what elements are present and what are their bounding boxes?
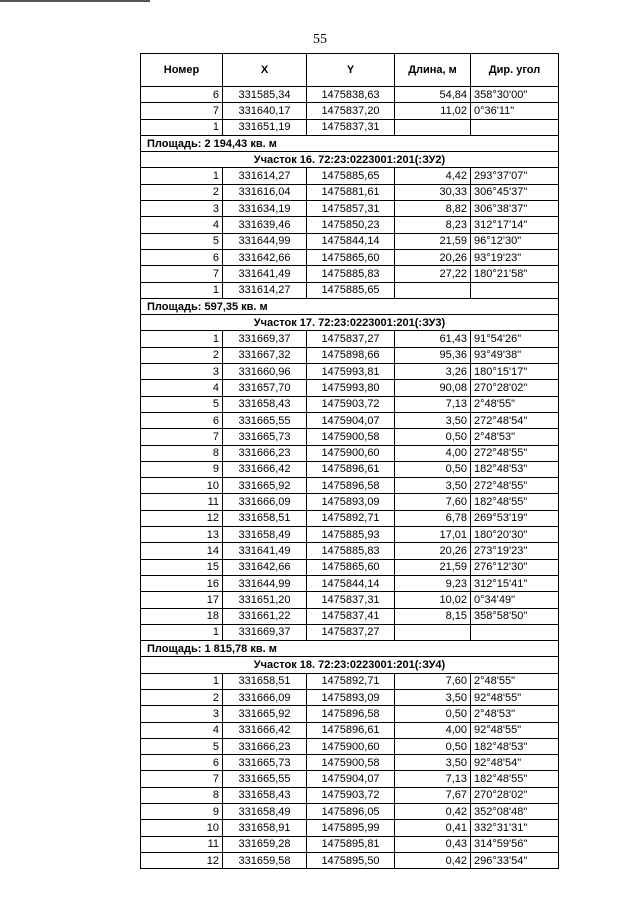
direction-angle-cell: 92°48'55" (471, 722, 559, 738)
page-number: 55 (313, 32, 327, 47)
table-row (141, 559, 559, 575)
length-cell: 21,59 (395, 233, 471, 249)
section-title-row (141, 657, 559, 673)
x-coordinate-cell: 331665,92 (223, 478, 307, 494)
x-coordinate-cell: 331666,23 (223, 445, 307, 461)
length-cell (395, 119, 471, 135)
x-coordinate-cell: 331658,51 (223, 673, 307, 689)
length-cell: 9,23 (395, 575, 471, 591)
y-coordinate-cell: 1475904,07 (307, 412, 395, 428)
point-number-cell: 16 (141, 575, 223, 591)
direction-angle-cell: 296°33'54" (471, 852, 559, 868)
length-cell: 4,00 (395, 445, 471, 461)
direction-angle-cell: 352°08'48" (471, 804, 559, 820)
x-coordinate-cell: 331666,42 (223, 722, 307, 738)
point-number-cell: 15 (141, 559, 223, 575)
table-row (141, 706, 559, 722)
direction-angle-cell (471, 119, 559, 135)
table-row (141, 689, 559, 705)
point-number-cell: 7 (141, 429, 223, 445)
table-row (141, 445, 559, 461)
point-number-cell: 3 (141, 364, 223, 380)
length-cell: 61,43 (395, 331, 471, 347)
y-coordinate-cell: 1475903,72 (307, 396, 395, 412)
direction-angle-cell: 180°15'17" (471, 364, 559, 380)
length-cell: 11,02 (395, 103, 471, 119)
point-number-cell: 13 (141, 527, 223, 543)
length-cell: 95,36 (395, 347, 471, 363)
direction-angle-cell: 92°48'54" (471, 755, 559, 771)
point-number-cell: 6 (141, 87, 223, 103)
length-cell: 7,67 (395, 787, 471, 803)
section-title: Участок 18. 72:23:0223001:201(:ЗУ4) (141, 657, 559, 673)
point-number-cell: 2 (141, 184, 223, 200)
x-coordinate-cell: 331669,37 (223, 624, 307, 640)
point-number-cell: 4 (141, 722, 223, 738)
length-cell: 3,50 (395, 412, 471, 428)
x-coordinate-cell: 331665,73 (223, 755, 307, 771)
area-label: Площадь: 2 194,43 кв. м (141, 135, 559, 151)
length-cell: 6,78 (395, 510, 471, 526)
y-coordinate-cell: 1475903,72 (307, 787, 395, 803)
point-number-cell: 1 (141, 331, 223, 347)
table-row (141, 396, 559, 412)
x-coordinate-cell: 331658,43 (223, 787, 307, 803)
table-row (141, 804, 559, 820)
direction-angle-cell: 312°17'14" (471, 217, 559, 233)
point-number-cell: 5 (141, 738, 223, 754)
direction-angle-cell: 312°15'41" (471, 575, 559, 591)
table-row (141, 771, 559, 787)
table-row (141, 510, 559, 526)
y-coordinate-cell: 1475837,20 (307, 103, 395, 119)
length-cell: 17,01 (395, 527, 471, 543)
direction-angle-cell: 2°48'53" (471, 706, 559, 722)
table-row (141, 836, 559, 852)
point-number-cell: 3 (141, 706, 223, 722)
x-coordinate-cell: 331658,43 (223, 396, 307, 412)
point-number-cell: 17 (141, 592, 223, 608)
direction-angle-cell: 0°36'11" (471, 103, 559, 119)
y-coordinate-cell: 1475837,27 (307, 331, 395, 347)
direction-angle-cell: 314°59'56" (471, 836, 559, 852)
y-coordinate-cell: 1475896,05 (307, 804, 395, 820)
y-coordinate-cell: 1475844,14 (307, 233, 395, 249)
length-cell: 0,50 (395, 738, 471, 754)
y-coordinate-cell: 1475885,65 (307, 168, 395, 184)
y-coordinate-cell: 1475837,41 (307, 608, 395, 624)
direction-angle-cell: 180°20'30" (471, 527, 559, 543)
area-label: Площадь: 597,35 кв. м (141, 298, 559, 314)
table-row (141, 608, 559, 624)
point-number-cell: 10 (141, 820, 223, 836)
section-title-row (141, 152, 559, 168)
y-coordinate-cell: 1475881,61 (307, 184, 395, 200)
direction-angle-cell (471, 282, 559, 298)
table-row (141, 543, 559, 559)
x-coordinate-cell: 331657,70 (223, 380, 307, 396)
section-title: Участок 17. 72:23:0223001:201(:ЗУ3) (141, 315, 559, 331)
table-row (141, 412, 559, 428)
point-number-cell: 12 (141, 852, 223, 868)
table-row (141, 575, 559, 591)
table-row (141, 233, 559, 249)
direction-angle-cell: 93°19'23" (471, 249, 559, 265)
y-coordinate-cell: 1475895,50 (307, 852, 395, 868)
length-cell: 27,22 (395, 266, 471, 282)
length-cell: 0,42 (395, 804, 471, 820)
x-coordinate-cell: 331661,22 (223, 608, 307, 624)
length-cell: 0,50 (395, 461, 471, 477)
table-row (141, 103, 559, 119)
length-cell (395, 282, 471, 298)
length-cell: 4,42 (395, 168, 471, 184)
direction-angle-cell: 269°53'19" (471, 510, 559, 526)
x-coordinate-cell: 331641,49 (223, 266, 307, 282)
point-number-cell: 9 (141, 804, 223, 820)
x-coordinate-cell: 331660,96 (223, 364, 307, 380)
point-number-cell: 18 (141, 608, 223, 624)
length-cell: 7,60 (395, 673, 471, 689)
table-row (141, 87, 559, 103)
table-row (141, 852, 559, 868)
length-cell: 20,26 (395, 543, 471, 559)
y-coordinate-cell: 1475898,66 (307, 347, 395, 363)
area-row (141, 298, 559, 314)
length-cell: 0,43 (395, 836, 471, 852)
point-number-cell: 10 (141, 478, 223, 494)
point-number-cell: 4 (141, 217, 223, 233)
y-coordinate-cell: 1475865,60 (307, 559, 395, 575)
length-cell: 3,26 (395, 364, 471, 380)
header-x: X (223, 54, 307, 87)
table-row (141, 364, 559, 380)
x-coordinate-cell: 331659,28 (223, 836, 307, 852)
y-coordinate-cell: 1475885,83 (307, 266, 395, 282)
y-coordinate-cell: 1475893,09 (307, 494, 395, 510)
direction-angle-cell: 182°48'55" (471, 771, 559, 787)
x-coordinate-cell: 331658,49 (223, 804, 307, 820)
x-coordinate-cell: 331665,92 (223, 706, 307, 722)
point-number-cell: 12 (141, 510, 223, 526)
point-number-cell: 1 (141, 282, 223, 298)
x-coordinate-cell: 331666,09 (223, 689, 307, 705)
table-row (141, 624, 559, 640)
y-coordinate-cell: 1475893,09 (307, 689, 395, 705)
table-row (141, 755, 559, 771)
area-row (141, 641, 559, 657)
direction-angle-cell: 91°54'26" (471, 331, 559, 347)
x-coordinate-cell: 331644,99 (223, 233, 307, 249)
table-row (141, 249, 559, 265)
y-coordinate-cell: 1475896,58 (307, 478, 395, 494)
y-coordinate-cell: 1475892,71 (307, 673, 395, 689)
x-coordinate-cell: 331658,91 (223, 820, 307, 836)
point-number-cell: 5 (141, 396, 223, 412)
x-coordinate-cell: 331616,04 (223, 184, 307, 200)
direction-angle-cell: 272°48'54" (471, 412, 559, 428)
table-row (141, 429, 559, 445)
direction-angle-cell: 272°48'55" (471, 445, 559, 461)
direction-angle-cell: 96°12'30" (471, 233, 559, 249)
length-cell: 3,50 (395, 689, 471, 705)
point-number-cell: 2 (141, 347, 223, 363)
x-coordinate-cell: 331665,73 (223, 429, 307, 445)
x-coordinate-cell: 331666,23 (223, 738, 307, 754)
table-row (141, 527, 559, 543)
y-coordinate-cell: 1475837,27 (307, 624, 395, 640)
point-number-cell: 7 (141, 103, 223, 119)
x-coordinate-cell: 331585,34 (223, 87, 307, 103)
point-number-cell: 11 (141, 836, 223, 852)
x-coordinate-cell: 331641,49 (223, 543, 307, 559)
point-number-cell: 1 (141, 624, 223, 640)
length-cell: 90,08 (395, 380, 471, 396)
direction-angle-cell: 332°31'31" (471, 820, 559, 836)
y-coordinate-cell: 1475900,58 (307, 755, 395, 771)
y-coordinate-cell: 1475885,93 (307, 527, 395, 543)
direction-angle-cell (471, 624, 559, 640)
y-coordinate-cell: 1475895,81 (307, 836, 395, 852)
x-coordinate-cell: 331644,99 (223, 575, 307, 591)
table-row (141, 201, 559, 217)
direction-angle-cell: 2°48'55" (471, 396, 559, 412)
direction-angle-cell: 270°28'02" (471, 380, 559, 396)
y-coordinate-cell: 1475993,80 (307, 380, 395, 396)
length-cell (395, 624, 471, 640)
length-cell: 7,60 (395, 494, 471, 510)
y-coordinate-cell: 1475892,71 (307, 510, 395, 526)
table-row (141, 738, 559, 754)
length-cell: 30,33 (395, 184, 471, 200)
direction-angle-cell: 270°28'02" (471, 787, 559, 803)
y-coordinate-cell: 1475844,14 (307, 575, 395, 591)
direction-angle-cell: 0°34'49" (471, 592, 559, 608)
direction-angle-cell: 358°58'50" (471, 608, 559, 624)
table-row (141, 119, 559, 135)
direction-angle-cell: 2°48'55" (471, 673, 559, 689)
direction-angle-cell: 93°49'38" (471, 347, 559, 363)
length-cell: 10,02 (395, 592, 471, 608)
x-coordinate-cell: 331666,42 (223, 461, 307, 477)
y-coordinate-cell: 1475837,31 (307, 592, 395, 608)
x-coordinate-cell: 331651,20 (223, 592, 307, 608)
section-title-row (141, 315, 559, 331)
x-coordinate-cell: 331665,55 (223, 771, 307, 787)
table-row (141, 347, 559, 363)
direction-angle-cell: 180°21'58" (471, 266, 559, 282)
point-number-cell: 7 (141, 266, 223, 282)
x-coordinate-cell: 331614,27 (223, 168, 307, 184)
table-row (141, 820, 559, 836)
x-coordinate-cell: 331659,58 (223, 852, 307, 868)
x-coordinate-cell: 331665,55 (223, 412, 307, 428)
length-cell: 54,84 (395, 87, 471, 103)
area-row (141, 135, 559, 151)
area-label: Площадь: 1 815,78 кв. м (141, 641, 559, 657)
direction-angle-cell: 306°38'37" (471, 201, 559, 217)
y-coordinate-cell: 1475904,07 (307, 771, 395, 787)
y-coordinate-cell: 1475885,83 (307, 543, 395, 559)
length-cell: 0,50 (395, 429, 471, 445)
section-title: Участок 16. 72:23:0223001:201(:ЗУ2) (141, 152, 559, 168)
header-y: Y (307, 54, 395, 87)
point-number-cell: 8 (141, 445, 223, 461)
table-row (141, 592, 559, 608)
point-number-cell: 11 (141, 494, 223, 510)
table-row (141, 673, 559, 689)
length-cell: 20,26 (395, 249, 471, 265)
point-number-cell: 3 (141, 201, 223, 217)
table-row (141, 787, 559, 803)
page-corner-mark (0, 0, 150, 2)
direction-angle-cell: 358°30'00" (471, 87, 559, 103)
point-number-cell: 14 (141, 543, 223, 559)
point-number-cell: 5 (141, 233, 223, 249)
point-number-cell: 6 (141, 412, 223, 428)
length-cell: 3,50 (395, 478, 471, 494)
table-row (141, 461, 559, 477)
table-row (141, 722, 559, 738)
length-cell: 8,15 (395, 608, 471, 624)
table-body (141, 87, 559, 869)
y-coordinate-cell: 1475896,61 (307, 722, 395, 738)
y-coordinate-cell: 1475900,60 (307, 738, 395, 754)
y-coordinate-cell: 1475896,58 (307, 706, 395, 722)
y-coordinate-cell: 1475896,61 (307, 461, 395, 477)
table-row (141, 380, 559, 396)
length-cell: 21,59 (395, 559, 471, 575)
x-coordinate-cell: 331651,19 (223, 119, 307, 135)
point-number-cell: 8 (141, 787, 223, 803)
y-coordinate-cell: 1475900,60 (307, 445, 395, 461)
table-row (141, 494, 559, 510)
direction-angle-cell: 182°48'55" (471, 494, 559, 510)
header-direction-angle: Дир. угол (471, 54, 559, 87)
length-cell: 0,50 (395, 706, 471, 722)
length-cell: 0,41 (395, 820, 471, 836)
y-coordinate-cell: 1475895,99 (307, 820, 395, 836)
table-row (141, 217, 559, 233)
y-coordinate-cell: 1475857,31 (307, 201, 395, 217)
point-number-cell: 1 (141, 168, 223, 184)
y-coordinate-cell: 1475865,60 (307, 249, 395, 265)
y-coordinate-cell: 1475838,63 (307, 87, 395, 103)
direction-angle-cell: 182°48'53" (471, 461, 559, 477)
length-cell: 8,23 (395, 217, 471, 233)
point-number-cell: 2 (141, 689, 223, 705)
y-coordinate-cell: 1475885,65 (307, 282, 395, 298)
table-row (141, 282, 559, 298)
x-coordinate-cell: 331640,17 (223, 103, 307, 119)
y-coordinate-cell: 1475850,23 (307, 217, 395, 233)
length-cell: 0,42 (395, 852, 471, 868)
point-number-cell: 4 (141, 380, 223, 396)
length-cell: 4,00 (395, 722, 471, 738)
x-coordinate-cell: 331642,66 (223, 559, 307, 575)
x-coordinate-cell: 331614,27 (223, 282, 307, 298)
x-coordinate-cell: 331669,37 (223, 331, 307, 347)
length-cell: 3,50 (395, 755, 471, 771)
direction-angle-cell: 276°12'30" (471, 559, 559, 575)
length-cell: 7,13 (395, 396, 471, 412)
direction-angle-cell: 92°48'55" (471, 689, 559, 705)
point-number-cell: 1 (141, 119, 223, 135)
direction-angle-cell: 2°48'53" (471, 429, 559, 445)
header-length: Длина, м (395, 54, 471, 87)
coordinates-table (140, 53, 559, 869)
x-coordinate-cell: 331642,66 (223, 249, 307, 265)
point-number-cell: 6 (141, 755, 223, 771)
point-number-cell: 1 (141, 673, 223, 689)
table-row (141, 184, 559, 200)
table-row (141, 266, 559, 282)
x-coordinate-cell: 331667,32 (223, 347, 307, 363)
x-coordinate-cell: 331634,19 (223, 201, 307, 217)
point-number-cell: 9 (141, 461, 223, 477)
y-coordinate-cell: 1475993,81 (307, 364, 395, 380)
table-row (141, 331, 559, 347)
direction-angle-cell: 272°48'55" (471, 478, 559, 494)
direction-angle-cell: 182°48'53" (471, 738, 559, 754)
direction-angle-cell: 273°19'23" (471, 543, 559, 559)
x-coordinate-cell: 331658,51 (223, 510, 307, 526)
x-coordinate-cell: 331658,49 (223, 527, 307, 543)
x-coordinate-cell: 331666,09 (223, 494, 307, 510)
header-number: Номер (141, 54, 223, 87)
table-row (141, 168, 559, 184)
point-number-cell: 6 (141, 249, 223, 265)
y-coordinate-cell: 1475837,31 (307, 119, 395, 135)
table-row (141, 478, 559, 494)
direction-angle-cell: 306°45'37" (471, 184, 559, 200)
y-coordinate-cell: 1475900,58 (307, 429, 395, 445)
length-cell: 8,82 (395, 201, 471, 217)
direction-angle-cell: 293°37'07" (471, 168, 559, 184)
x-coordinate-cell: 331639,46 (223, 217, 307, 233)
point-number-cell: 7 (141, 771, 223, 787)
table-header-row (141, 54, 559, 87)
length-cell: 7,13 (395, 771, 471, 787)
